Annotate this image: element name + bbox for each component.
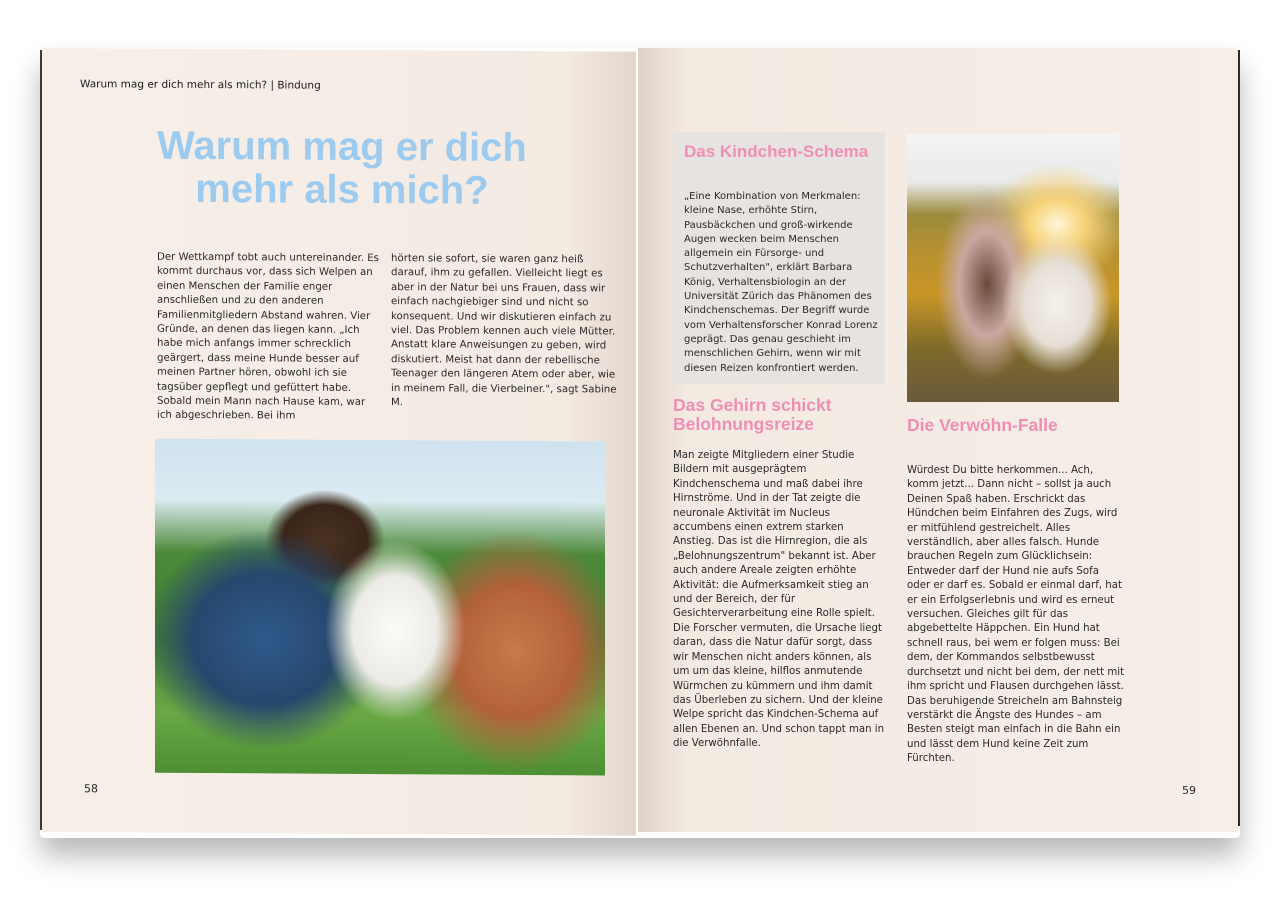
page-number-left: 58 xyxy=(84,782,98,796)
info-box xyxy=(673,132,885,384)
left-page xyxy=(42,48,636,836)
photo-girl-with-dog-sunset xyxy=(907,134,1119,402)
left-column-2: hörten sie sofort, sie waren ganz heiß darauf, ihm zu gefallen. Vielleicht liegt es aber in der Natur bei uns Frauen, dass wir einfach nachgiebiger sind und nicht so konsequent. Und wir diskutieren einfach zu viel. Das Problem kennen auch viele Mütter. Anstatt klare Anweisungen zu geben, wird diskutiert. Meist hat dann der rebellische Teenager den längeren Atem oder aber, wie in meinem Fall, die Vierbeiner.", sagt Sabine M. xyxy=(391,253,617,409)
article-title: Warum mag er dich mehr als mich? xyxy=(157,123,527,213)
running-head: Warum mag er dich mehr als mich? | Bindung xyxy=(80,78,321,92)
left-column-1: Der Wettkampf tobt auch untereinander. Es kommt durchaus vor, dass sich Welpen an einen Menschen der Familie enger anschließen und zu den anderen Familienmitgliedern Abstand wahren. Vier Gründe, an denen das liegen kann. „Ich habe mich anfangs immer schrecklich geärgert, dass meine Hunde besser auf meinen Partner hören, obwohl ich sie tagsüber gepflegt und gefüttert habe. Sobald mein Mann nach Hause kam, war ich abgeschrieben. Bei ihm xyxy=(157,251,379,423)
section-heading-verwoehn: Die Verwöhn-Falle xyxy=(907,415,1058,435)
info-box-heading: Das Kindchen-Schema xyxy=(684,142,869,161)
right-page xyxy=(638,48,1238,832)
section-body-verwoehn: Würdest Du bitte herkommen... Ach, komm jetzt... Dann nicht – sollst ja auch Deinen Spaß haben. Erschrickt das Hündchen beim Einfahren des Zugs, wird er mitfühlend gestreichelt. Alles verständlich, aber alles falsch. Hunde brauchen Regeln zum Glücklichsein: Entweder darf der Hund nie aufs Sofa oder er darf es. Sobald er einmal darf, hat er ein Erfolgserlebnis und wird es erneut versuchen. Gleiches gilt für das abgebettelte Häppchen. Ein Hund hat schnell raus, bei wem er folgen muss: Bei dem, der Kommandos selbstbewusst durchsetzt und nicht bei dem, der nett mit ihm spricht und Flausen durchgehen lässt. Das beruhigende Streicheln am Bahnsteig verstärkt die Ängste des Hundes – am Besten steigt man einfach in die Bahn ein und lässt dem Hund keine Zeit zum Fürchten. xyxy=(907,465,1125,765)
page-number-right: 59 xyxy=(1182,784,1196,797)
section-body-gehirn: Man zeigte Mitgliedern einer Studie Bildern mit ausgeprägtem Kindchenschema und maß dabei ihre Hirnströme. Und in der Tat zeigte die neuronale Aktivität im Nucleus accumbens einen extrem starken Anstieg. Das ist die Hirnregion, die als „Belohnungszentrum" bekannt ist. Aber auch andere Areale zeigten erhöhte Aktivität: die Aufmerksamkeit stieg an und der Bereich, der für Gesichterverarbeitung eine Rolle spielt. Die Forscher vermuten, die Ursache liegt daran, dass die Natur dafür sorgt, dass wir Menschen nicht anders können, als um um das kleine, hilflos anmutende Würmchen zu kümmern und ihm damit das Überleben zu sichern. Und der kleine Welpe spricht das Kindchen-Schema auf allen Ebenen an. Und schon tappt man in die Verwöhnfalle. xyxy=(673,450,885,750)
section-heading-gehirn: Das Gehirn schickt Belohnungsreize xyxy=(673,395,832,434)
info-box-body: „Eine Kombination von Merkmalen: kleine Nase, erhöhte Stirn, Pausbäckchen und groß-wirkende Augen wecken beim Menschen allgemein ein Fürsorge- und Schutzverhalten", erklärt Barbara König, Verhaltensbiologin an der Universität Zürich das Phänomen des Kindchenschemas. Der Begriff wurde vom Verhaltensforscher Konrad Lorenz geprägt. Das genau geschieht im menschlichen Gehirn, wenn wir mit diesen Reizen konfrontiert werden. xyxy=(684,191,878,374)
photo-couple-kissing-dog xyxy=(155,439,605,776)
